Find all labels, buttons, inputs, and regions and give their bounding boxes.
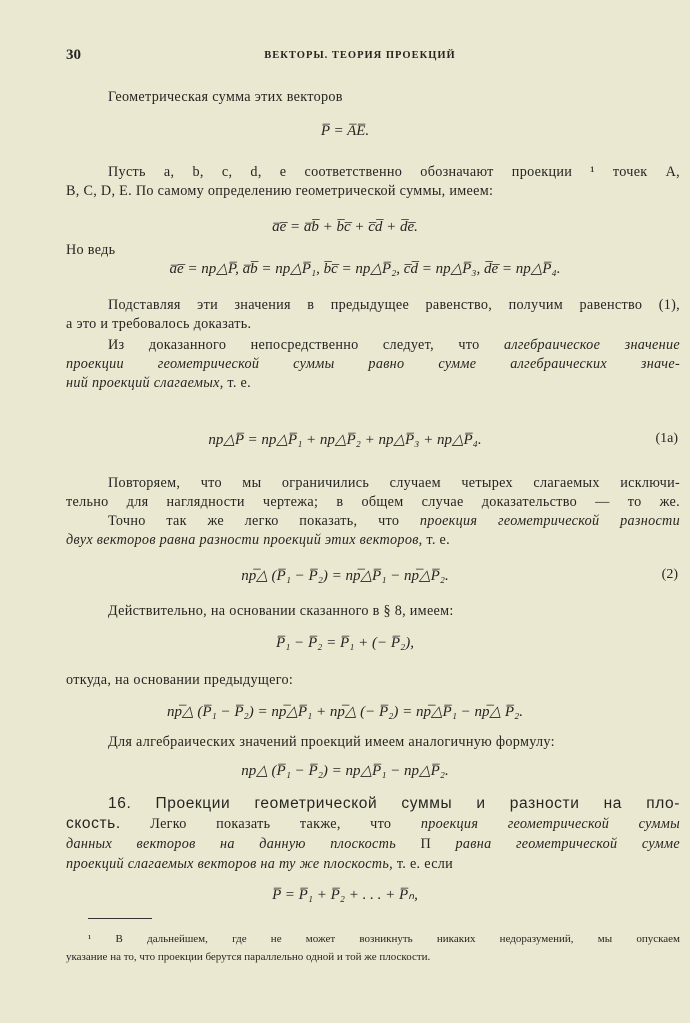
section-heading: скость. [66, 815, 121, 832]
paragraph-line [108, 336, 680, 354]
paragraph-line [66, 835, 680, 853]
emphasis: алгебраическое значение [503, 337, 680, 353]
paragraph-line: Действительно, на основании сказанного в § 8, имеем: [108, 603, 454, 619]
paragraph-line: Но ведь [66, 242, 116, 258]
paragraph-line: проекции геометрической суммы равно сумме алгебраических значе- [66, 356, 680, 372]
paragraph-line: тельно для наглядности чертежа; в общем случае доказательство — то же. [66, 494, 680, 510]
paragraph-line: B, C, D, E. По самому определению геометрической суммы, имеем: [66, 183, 494, 199]
formula: P̅ = P̅₁ + P̅₂ + . . . + P̅ₙ, [272, 887, 418, 903]
equation-number: (1a) [655, 431, 678, 446]
formula: a̅e̅ = a̅b̅ + b̅c̅ + c̅d̅ + d̅e̅. [272, 219, 418, 235]
paragraph-line: Для алгебраических значений проекций имеем аналогичную формулу: [108, 734, 555, 750]
paragraph-line [66, 855, 680, 873]
equation-number: (2) [661, 567, 678, 582]
formula: P̅ = A̅E̅. [320, 123, 370, 139]
text: т. е. [227, 375, 251, 391]
paragraph-line [66, 815, 680, 833]
text: Из доказанного непосредственно следует, что [108, 337, 480, 353]
emphasis: ний проекций слагаемых, [66, 375, 224, 391]
text: Легко показать также, что [150, 816, 392, 832]
text: т. е. [426, 532, 450, 548]
paragraph-line: Подставляя эти значения в предыдущее равенство, получим равенство (1), [108, 297, 680, 313]
emphasis: данных векторов на данную плоскость [66, 836, 396, 852]
paragraph-line: а это и требовалось доказать. [66, 316, 252, 332]
page-number: 30 [66, 47, 81, 63]
formula: a̅e̅ = пр△P̅, a̅b̅ = пр△P̅₁, b̅c̅ = пр△P̅₂, c̅d̅ = пр△P̅₃, d̅e̅ = пр△P̅₄. [169, 261, 561, 277]
emphasis: проекций слагаемых векторов на ту же плоскость, [66, 856, 393, 872]
text: П [420, 836, 431, 852]
formula: пр̅△ (P̅₁ − P̅₂) = пр̅△P̅₁ − пр̅△P̅₂. [241, 568, 449, 584]
formula: пр△P̅ = пр△P̅₁ + пр△P̅₂ + пр△P̅₃ + пр△P̅₄. [208, 432, 482, 448]
paragraph-line [66, 531, 680, 549]
paragraph-line: Пусть a, b, c, d, e соответственно обозначают проекции ¹ точек A, [108, 164, 680, 180]
emphasis: равна геометрической сумме [455, 836, 680, 852]
text: т. е. если [396, 856, 454, 872]
paragraph-line: Геометрическая сумма этих векторов [108, 89, 343, 105]
formula: пр△ (P̅₁ − P̅₂) = пр△P̅₁ − пр△P̅₂. [241, 763, 449, 779]
formula: пр̅△ (P̅₁ − P̅₂) = пр̅△P̅₁ + пр̅△ (− P̅₂) = пр̅△P̅₁ − пр̅△ P̅₂. [167, 704, 523, 720]
running-title: ВЕКТОРЫ. ТЕОРИЯ ПРОЕКЦИЙ [264, 50, 456, 61]
paragraph-line [66, 374, 680, 392]
formula: P̅₁ − P̅₂ = P̅₁ + (− P̅₂), [276, 635, 414, 651]
paragraph-line: откуда, на основании предыдущего: [66, 672, 294, 688]
text: Точно так же легко показать, что [108, 513, 400, 529]
paragraph-line: Повторяем, что мы ограничились случаем четырех слагаемых исключи- [108, 475, 680, 491]
footnote-divider [88, 918, 152, 919]
section-heading: 16. Проекции геометрической суммы и разности на пло- [108, 795, 680, 812]
footnote-line: ¹ В дальнейшем, где не может возникнуть никаких недоразумений, мы опускаем [88, 933, 680, 945]
emphasis: проекция геометрической суммы [420, 816, 680, 832]
paragraph-line [108, 512, 680, 530]
emphasis: двух векторов равна разности проекций этих векторов, [66, 532, 423, 548]
footnote-line: указание на то, что проекции берутся параллельно одной и той же плоскости. [66, 951, 431, 963]
emphasis: проекция геометрической разности [419, 513, 680, 529]
